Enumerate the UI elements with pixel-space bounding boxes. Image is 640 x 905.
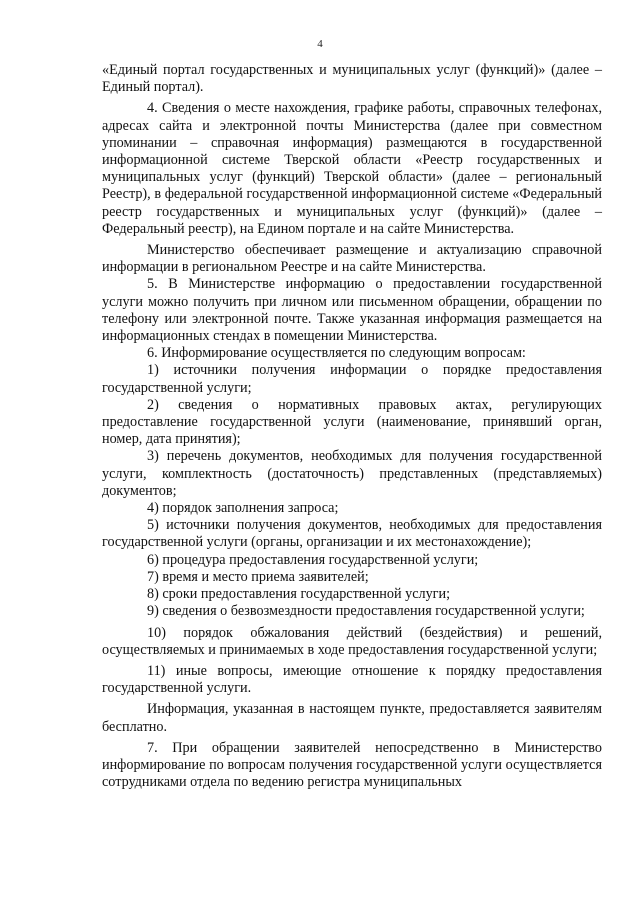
list-item-9: 9) сведения о безвозмездности предоставления государственной услуги;: [147, 603, 585, 620]
page-number: 4: [317, 38, 323, 50]
paragraph-item-5: 5. В Министерстве информацию о предоставлении государственной услуги можно получить при личном или письменном обращении, обращении по телефону или электронной почте. Также указанная информация размещается на информационных стендах в помещении Министерства.: [102, 276, 602, 345]
paragraph-portal-continuation: «Единый портал государственных и муниципальных услуг (функций)» (далее – Единый портал).: [102, 62, 602, 96]
list-item-11: 11) иные вопросы, имеющие отношение к порядку предоставления государственной услуги.: [102, 662, 602, 697]
paragraph-ministry-updates: Министерство обеспечивает размещение и актуализацию справочной информации в региональном Реестре и на сайте Министерства.: [102, 242, 602, 276]
paragraph-item-4: 4. Сведения о месте нахождения, графике работы, справочных телефонах, адресах сайта и электронной почты Министерства (далее при совместном упоминании – справочная информация) размещаются в государственной информационной системе Тверской области «Реестр государственных и муниципальных услуг (функций) Тверской области» (далее – региональный Реестр), в федеральной государственной информационной системе «Федеральный реестр государственных и муниципальных услуг (функций)» (далее – Федеральный реестр), на Едином портале и на сайте Министерства.: [102, 100, 602, 237]
paragraph-free-of-charge: Информация, указанная в настоящем пункте, предоставляется заявителям бесплатно.: [102, 701, 602, 735]
list-item-10: 10) порядок обжалования действий (бездействия) и решений, осуществляемых и принимаемых в ходе предоставления государственной услуги;: [102, 624, 602, 658]
paragraph-item-6: 6. Информирование осуществляется по следующим вопросам:: [147, 345, 526, 362]
list-item-1: 1) источники получения информации о порядке предоставления государственной услуги;: [102, 362, 602, 396]
list-item-3: 3) перечень документов, необходимых для получения государственной услуги, комплектность (достаточность) представленных (представляемых) документов;: [102, 448, 602, 499]
list-item-6: 6) процедура предоставления государственной услуги;: [147, 551, 479, 568]
list-item-5: 5) источники получения документов, необходимых для предоставления государственной услуги (органы, организации и их местонахождение);: [102, 517, 602, 551]
list-item-7: 7) время и место приема заявителей;: [147, 568, 369, 585]
list-item-8: 8) сроки предоставления государственной услуги;: [147, 586, 451, 603]
paragraph-item-7: 7. При обращении заявителей непосредственно в Министерство информирование по вопросам получения государственной услуги осуществляется сотрудниками отдела по ведению регистра муниципальных: [102, 739, 602, 791]
list-item-4: 4) порядок заполнения запроса;: [147, 500, 339, 517]
document-body: [102, 62, 602, 791]
list-item-2: 2) сведения о нормативных правовых актах, регулирующих предоставление государственной услуги (наименование, принявший орган, номер, дата принятия);: [102, 396, 602, 448]
